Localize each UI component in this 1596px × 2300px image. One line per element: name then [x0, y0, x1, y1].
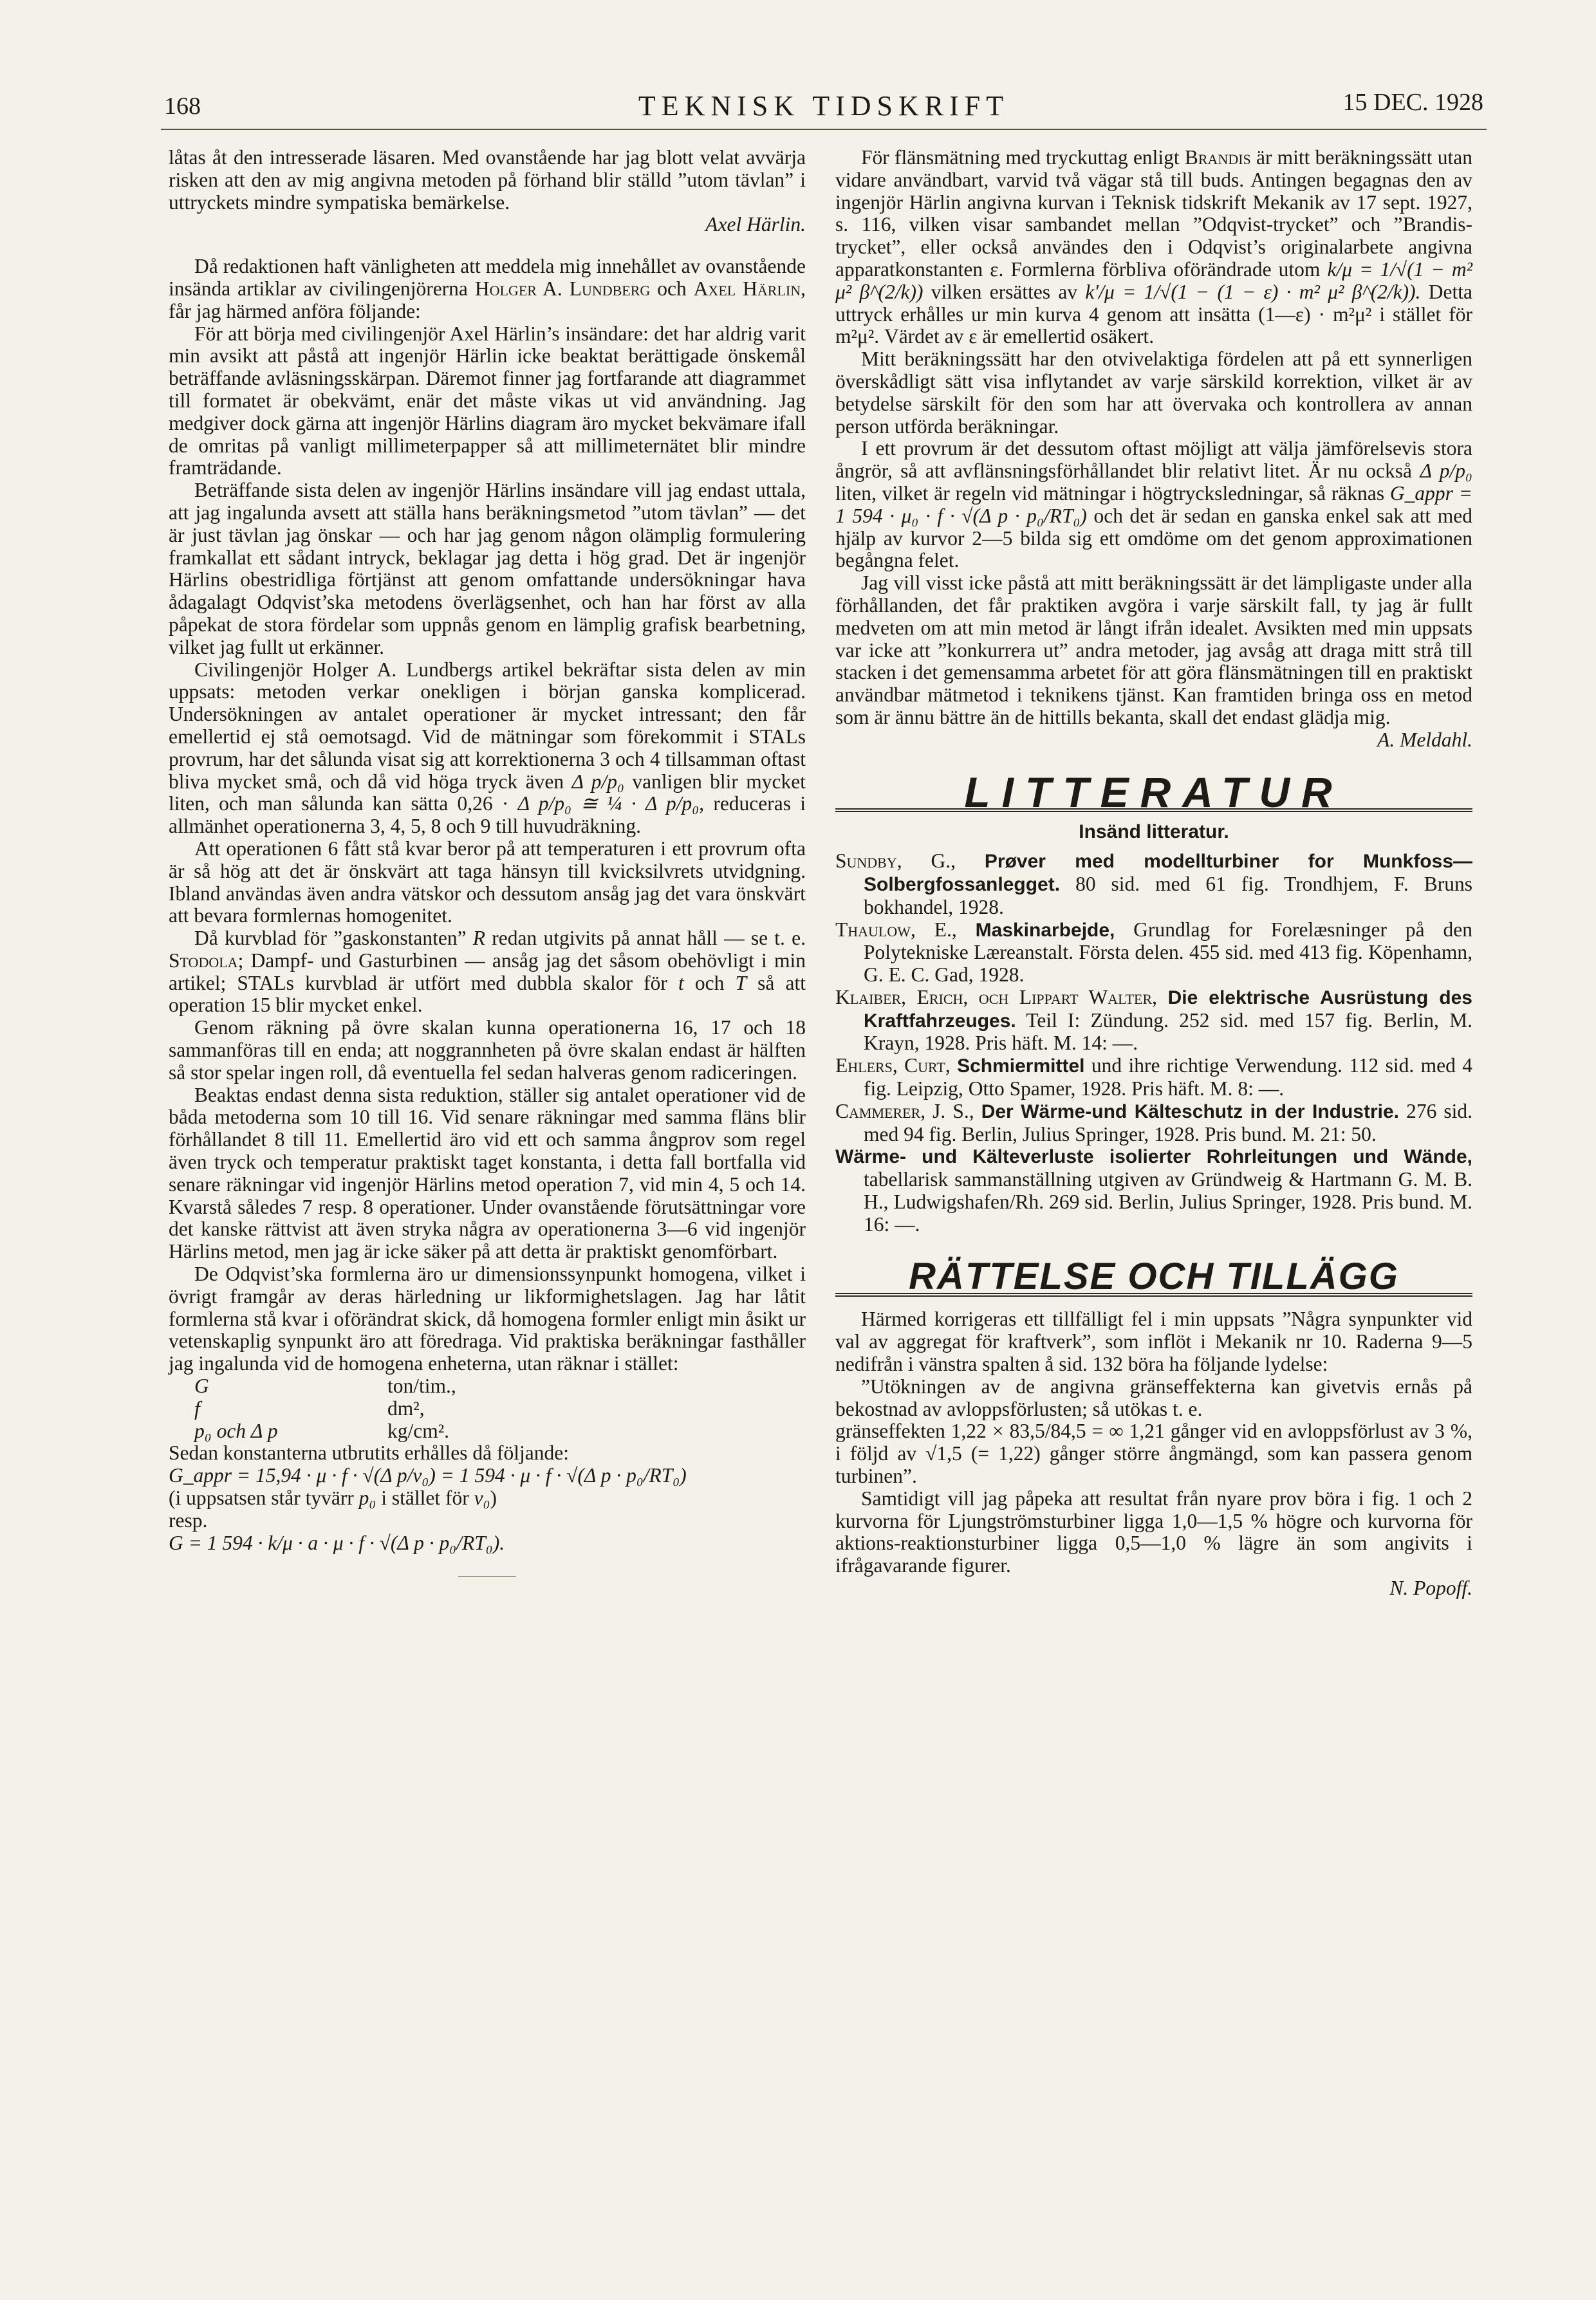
text: I ett provrum är det dessutom oftast möjligt att välja jämförelsevis stora ångrör, så att avflänsningsförhållandet blir relativt litet. Är nu också — [835, 437, 1472, 483]
unit-list — [194, 1375, 806, 1442]
book-author: Klaiber, Erich, och Lippart Walter, — [835, 985, 1158, 1008]
equation: G_appr = 15,94 · μ · f · √(Δ p/v₀) = 1 594 · μ · f · √(Δ p · p₀/RT₀) — [169, 1464, 687, 1487]
paragraph — [169, 927, 806, 1017]
text: vilken ersättes av — [923, 280, 1086, 303]
book-details: Teil I: Zündung. 252 sid. med 157 fig. Berlin, M. Krayn, 1928. Pris häft. M. 14: —. — [864, 1008, 1472, 1055]
section-banner-rattelse: RÄTTELSE OCH TILLÄGG — [835, 1266, 1472, 1297]
text: vanligen blir mycket liten, och man sålunda kan sätta 0,26 · — [169, 770, 806, 815]
book-title: Prøver med modellturbiner for Munkfoss—Solbergfossanlegget. — [864, 851, 1473, 895]
book-entry — [835, 1145, 1472, 1236]
unit-symbol: f — [194, 1396, 200, 1420]
paragraph — [169, 659, 806, 838]
text: och — [650, 277, 694, 300]
unit-value: dm², — [387, 1396, 425, 1420]
math: G_appr = 1 594 · μ₀ · f · √(Δ p · p₀/RT₀) — [835, 481, 1473, 527]
paragraph: Att operationen 6 fått stå kvar beror på att temperaturen i ett provrum ofta är så hög att det är önskvärt att taga hänsyn till kvicksilvrets utvidgning. Ibland användas även andra vätskor och dessutom ansåg jag det vara önskvärt att bevara formlernas homogenitet. — [169, 837, 806, 927]
book-details: 80 sid. med 61 fig. Trondhjem, F. Bruns bokhandel, 1928. — [864, 872, 1473, 918]
header-rule — [161, 129, 1487, 130]
text: liten, vilket är regeln vid mätningar i högtrycksledningar, så räknas — [835, 481, 1390, 505]
paragraph — [835, 438, 1472, 572]
paragraph: För att börja med civilingenjör Axel Härlin’s insändare: det har aldrig varit min avsikt att påstå att ingenjör Härlin icke beaktat berättigade önskemål beträffande avläsningsskärpan. Däremot finner jag fortfarande att diagrammet till formatet är obekvämt, enär det måste vikas ut vid användning. Jag medgiver dock gärna att ingenjör Härlins diagram äro mycket bekvämare ifall de omritas på vanligt millimeterpapper så att millimeternätet blir mindre framträdande. — [169, 322, 806, 479]
unit-value: kg/cm². — [387, 1419, 450, 1442]
unit-symbol: G — [194, 1375, 209, 1398]
section-banner-litteratur: LITTERATUR — [835, 781, 1472, 813]
paragraph: Härmed korrigeras ett tillfälligt fel i min uppsats ”Några synpunkter vid val av aggregat för kraftverk”, som inflöt i Mekanik nr 10. Raderna 9—5 nedifrån i vänstra spalten å sid. 132 böra ha följande lydelse: — [835, 1308, 1472, 1376]
book-title: Wärme- und Kälteverluste isolierter Rohrleitungen und Wände, — [835, 1146, 1472, 1168]
math: v₀ — [474, 1487, 490, 1510]
text: redan utgivits på annat håll — se t. e. — [485, 927, 806, 950]
text: och det är sedan en ganska enkel sak att med hjälp av kurvor 2—5 bilda sig ett omdöme om det genom approximationen begångna felet. — [835, 504, 1472, 572]
math: k/μ = 1/√(1 − m² μ² β^(2/k)) — [835, 257, 1473, 303]
paragraph: Sedan konstanterna utbrutits erhålles då följande: — [169, 1442, 569, 1465]
paragraph: Genom räkning på övre skalan kunna operationerna 16, 17 och 18 sammanföras till en enda; att noggrannheten på övre skalan endast är hälften så stor spelar ingen roll, då eventuella fel sedan halveras genom radiceringen. — [169, 1016, 806, 1084]
end-rule — [458, 1576, 516, 1577]
text: För flänsmätning med tryckuttag enligt — [861, 146, 1185, 169]
unit-row — [194, 1375, 806, 1398]
math: Δ p/p₀ ≅ ¼ · Δ p/p₀ — [517, 792, 700, 815]
right-column — [835, 147, 1472, 1600]
signature-meldahl: A. Meldahl. — [1377, 728, 1472, 751]
paragraph: Samtidigt vill jag påpeka att resultat från nyare prov böra i fig. 1 och 2 kurvorna för Ljungströmsturbiner ligga 1,0—1,5 % högre och kurvorna för aktions-reaktionsturbiner ligga 0,5—1,0 % lägre än som angivits i ifrågavarande figurer. — [835, 1487, 1472, 1577]
text: ) — [490, 1487, 497, 1510]
page-header — [161, 87, 1487, 125]
math: Δ p/p₀ — [1420, 459, 1472, 483]
paragraph: gränseffekten 1,22 × 83,5/84,5 = ∞ 1,21 gånger vid en avloppsförlust av 3 %, i följd av √1,5 (= 1,22) gånger större ångmängd, som kan passera genom turbinen”. — [835, 1420, 1472, 1488]
text: är mitt beräkningssätt utan vidare användbart, varvid två vägar stå till buds. Antingen begagnas den av ingenjör Härlin angivna kurvan i Teknisk tidskrift Mekanik av 17 sept. 1927, s. 116, vilken visar sambandet mellan ”Odqvist-trycket” och ”Brandis-trycket”, eller också användes den i Odqvist’s originalarbete angivna apparatkonstanten ε. Formlerna förbliva oförändrade utom — [835, 146, 1472, 281]
book-title: Maskinarbejde, — [975, 919, 1115, 941]
issue-date: 15 DEC. 1928 — [1342, 89, 1483, 116]
paragraph: Jag vill visst icke påstå att mitt beräkningssätt är det lämpligaste under alla förhållanden, det får praktiken avgöra i varje särskilt fall, ty jag är fullt medveten om att min metod är långt ifrån idealet. Avsikten med min uppsats var icke att ”konkurrera ut” andra metoder, jag avsåg att draga mitt strå till stacken i det gemensamma arbetet för att göra flänsmätningen till en praktiskt användbar mätmetod i teknikens tjänst. Kan framtiden bringa oss en metod som är ännu bättre än de hittills bekanta, skall det endast glädja mig. — [835, 571, 1472, 728]
author-name: Brandis — [1184, 146, 1251, 169]
page-number: 168 — [164, 93, 201, 120]
unit-row — [194, 1420, 806, 1443]
paragraph: ”Utökningen av de angivna gränseffekterna kan givetvis ernås på bekostnad av avloppsförlusten; så utökas t. e. — [835, 1375, 1472, 1420]
text: Då redaktionen haft vänligheten att meddela mig innehållet av ovanstående insända artiklar av civilingenjörerna — [169, 255, 806, 300]
book-details: Grundlag for Forelæsninger på den Polytekniske Læreanstalt. Första delen. 455 sid. med 413 fig. Köpenhamn, G. E. C. Gad, 1928. — [864, 918, 1472, 987]
text: så att operation 15 blir mycket enkel. — [169, 971, 806, 1017]
unit-row — [194, 1398, 806, 1420]
unit-symbol: p₀ och Δ p — [194, 1419, 278, 1442]
book-details: 276 sid. med 94 fig. Berlin, Julius Springer, 1928. Pris bund. M. 21: 50. — [864, 1099, 1473, 1145]
book-entry — [835, 850, 1472, 918]
book-author: Sundby, G., — [835, 849, 956, 873]
paragraph — [169, 1487, 806, 1510]
left-column — [169, 147, 806, 1577]
text: (i uppsatsen står tyvärr — [169, 1487, 359, 1510]
math: R — [472, 927, 486, 950]
equation: G = 1 594 · k/μ · a · μ · f · √(Δ p · p₀/RT₀). — [169, 1531, 505, 1554]
paragraph: De Odqvist’ska formlerna äro ur dimensionssynpunkt homogena, vilket i övrigt framgår av deras härledning ur likformighetslagen. Jag har låtit formlerna stå kvar i oförändrat skick, då homogena formler enligt min åsikt ur vetenskaplig synpunkt äro att föredraga. Vid praktiska beräkningar fasthåller jag ingalunda vid de homogena enheterna, utan räknar i stället: — [169, 1263, 806, 1375]
book-title: Die elektrische Ausrüstung des Kraftfahrzeuges. — [864, 987, 1472, 1032]
text: Detta uttryck erhålles ur min kurva 4 genom att insätta (1—ε) · m²μ² i stället för m²μ². Värdet av ε är emellertid osäkert. — [835, 280, 1473, 348]
book-title: Schmiermittel — [957, 1055, 1085, 1077]
math: t — [678, 971, 684, 994]
book-author: Cammerer, J. S., — [835, 1099, 974, 1122]
book-details: und ihre richtige Verwendung. 112 sid. med 4 fig. Leipzig, Otto Spamer, 1928. Pris häft. M. 8: —. — [864, 1054, 1472, 1100]
text: i stället för — [376, 1487, 474, 1510]
math: k′/μ = 1/√(1 − (1 − ε) · m² μ² β^(2/k)). — [1085, 280, 1421, 303]
signature-harlin: Axel Härlin. — [705, 213, 806, 236]
paragraph: låtas åt den intresserade läsaren. Med ovanstående har jag blott velat avvärja risken att den av mig angivna metoden på förhand blir ställd ”utom tävlan” i uttryckets mindre sympatiska bemärkelse. — [169, 146, 806, 214]
book-details: tabellarisk sammanställning utgiven av Gründweig & Hartmann G. M. B. H., Ludwigshafen/Rh. 269 sid. Berlin, Julius Springer, 1928. Pris bund. M. 16: —. — [864, 1168, 1472, 1236]
paragraph: Beträffande sista delen av ingenjör Härlins insändare vill jag endast uttala, att jag ingalunda avsett att ställa hans beräkningsmetod ”utom tävlan” — det är just tävlan jag önskar — och har jag genom någon olämplig formulering framkallat ett sådant intryck, beklagar jag detta i hög grad. Det är ingenjör Härlins obestridliga förtjänst att genom omfattande undersökningar hava ådagalagt Odqvist’ska metodens överlägsenhet, och han har först av alla påpekat de stora fördelar som uppnås genom en lämplig grafisk bearbetning, vilket jag fullt ut erkänner. — [169, 479, 806, 658]
book-author: Thaulow, E., — [835, 918, 957, 941]
math: Δ p/p₀ — [571, 770, 624, 793]
text: Civilingenjör Holger A. Lundbergs artikel bekräftar sista delen av min uppsats: metoden verkar onekligen i början ganska komplicerad. Undersökningen av antalet operationer är mycket intressant; den får emellertid ej stå oemotsagd. Vid de mätningar som förekommit i STALs provrum, har det sålunda visat sig att korrektionerna 3 och 4 tillsamman oftast bliva mycket små, och då vid höga tryck även — [169, 658, 806, 793]
text: , reduceras i allmänhet operationerna 3, 4, 5, 8 och 9 till huvudräkning. — [169, 792, 806, 838]
math: p₀ — [358, 1487, 376, 1510]
paragraph: resp. — [169, 1508, 208, 1532]
paragraph: Beaktas endast denna sista reduktion, ställer sig antalet operationer vid de båda metoderna som 10 till 16. Vid senare räkningar med samma fläns blir förhållandet 8 till 11. Emellertid äro vid ett och samma ångprov som regel även tryck och temperatur praktiskt taget konstanta, i detta fall bortfalla vid senare räkningar vid ingenjör Härlins metod operation 7, vid min 4, 5 och 14. Kvarstå således 7 resp. 8 operationer. Under ovanstående förutsättningar vore det kanske rättvist att även stryka några av operationerna 3—6 vid ingenjör Härlins metod, men jag är icke säker på att detta är praktiskt genomförbart. — [169, 1083, 806, 1263]
author-name: Stodola — [169, 949, 238, 972]
book-entry — [835, 1100, 1472, 1146]
section-subheading: Insänd litteratur. — [1079, 821, 1229, 843]
book-title: Der Wärme-und Kälteschutz in der Industrie. — [981, 1100, 1400, 1122]
paragraph — [169, 255, 806, 322]
book-entry — [835, 987, 1472, 1055]
book-author: Ehlers, Curt, — [835, 1054, 951, 1077]
text: Då kurvblad för ”gaskonstanten” — [194, 927, 473, 950]
book-entry — [835, 919, 1472, 987]
book-entry — [835, 1055, 1472, 1100]
signature-popoff: N. Popoff. — [1389, 1577, 1472, 1600]
text: ; Dampf- und Gasturbinen — ansåg jag det såsom obehövligt i min artikel; STALs kurvblad är utfört med dubbla skalor för — [169, 949, 806, 994]
author-name: Holger A. Lundberg — [474, 277, 651, 300]
text: och — [683, 971, 736, 994]
journal-title: TEKNISK TIDSKRIFT — [638, 90, 1010, 122]
paragraph: Mitt beräkningssätt har den otvivelaktiga fördelen att på ett synnerligen överskådligt sätt visa inflytandet av varje särskild korrektion, vilket är av betydelse särskilt för den som har att övervaka och kontrollera av annan person utförda beräkningar. — [835, 348, 1472, 438]
paragraph — [835, 147, 1472, 348]
unit-value: ton/tim., — [387, 1375, 456, 1398]
author-name: Axel Härlin — [693, 277, 801, 300]
math: T — [735, 971, 747, 994]
text: , får jag härmed anföra följande: — [169, 277, 806, 322]
